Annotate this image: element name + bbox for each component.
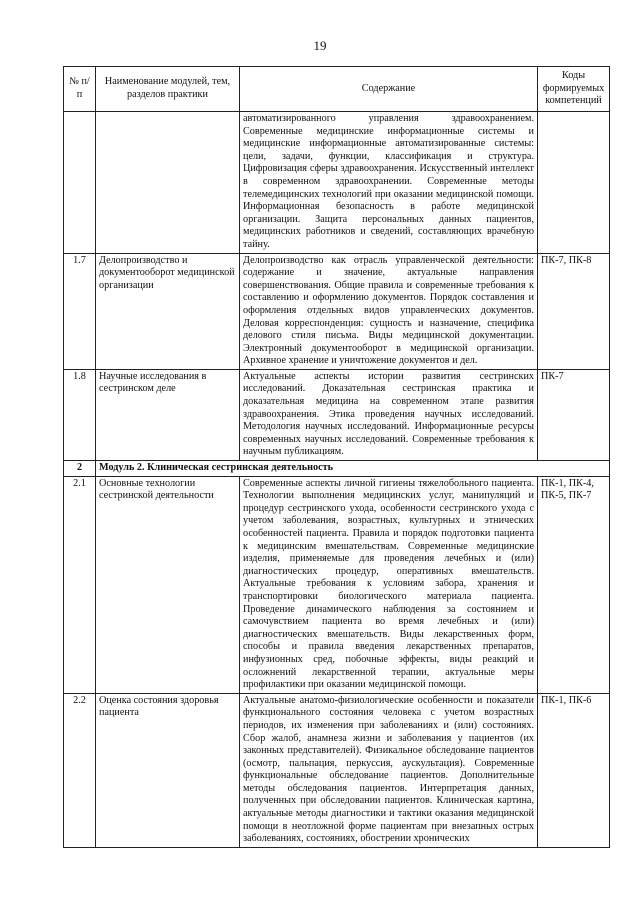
row-name: Научные исследования в сестринском деле (96, 369, 240, 460)
table-row (64, 253, 610, 369)
row-name: Основные технологии сестринской деятельности (96, 476, 240, 693)
module-num: 2 (64, 461, 96, 477)
row-name (96, 112, 240, 254)
table-header-row (64, 67, 610, 112)
row-codes (538, 112, 610, 254)
row-content: Актуальные аспекты истории развития сестринских исследований. Доказательная сестринская практика и доказательная медицина на современном этапе развития здравоохранения. Этика проведения научных исследований. Методология научных исследований. Информационные ресурсы современных научных исследований. Современные требования к научным публикациям. (240, 369, 538, 460)
header-content: Содержание (240, 67, 538, 112)
row-codes: ПК-1, ПК-6 (538, 693, 610, 847)
header-name: Наименование модулей, тем, разделов практики (96, 67, 240, 112)
curriculum-table (63, 66, 610, 848)
row-num: 1.7 (64, 253, 96, 369)
row-name: Оценка состояния здоровья пациента (96, 693, 240, 847)
row-num: 2.1 (64, 476, 96, 693)
row-codes: ПК-7 (538, 369, 610, 460)
row-content: автоматизированного управления здравоохранением. Современные медицинские информационные системы и медицинские информационные автоматизированные системы: цели, задачи, функции, классификация и структура. Цифровизация сферы здравоохранения. Искусственный интеллект в современном здравоохранении. Современные методы телемедицинских технологий при оказании медицинской помощи. Информационная безопасность в работе медицинской организации. Защита персональных данных пациентов, медицинских работников и сведений, составляющих врачебную тайну. (240, 112, 538, 254)
row-codes: ПК-1, ПК-4, ПК-5, ПК-7 (538, 476, 610, 693)
table-row (64, 112, 610, 254)
row-num (64, 112, 96, 254)
header-num: № п/п (64, 67, 96, 112)
header-codes: Коды формируемых компетенций (538, 67, 610, 112)
table-row (64, 369, 610, 460)
row-num: 2.2 (64, 693, 96, 847)
table-row (64, 693, 610, 847)
module-row (64, 461, 610, 477)
row-content: Актуальные анатомо-физиологические особенности и показатели функционального состояния человека с учетом возрастных периодов, их изменения при заболеваниях и (или) состояниях. Сбор жалоб, анамнеза жизни и заболевания у пациентов (их законных представителей). Физикальное обследование пациентов (осмотр, пальпация, перкуссия, аускультация). Современные функциональные обследование пациентов. Дополнительные методы обследования пациентов. Интерпретация данных, полученных при обследовании пациентов. Клиническая картина, актуальные методы диагностики и тактики оказания медицинской помощи в неотложной форме пациентам при внезапных острых заболеваниях, состояниях, обострении хронических (240, 693, 538, 847)
row-name: Делопроизводство и документооборот медицинской организации (96, 253, 240, 369)
row-content: Современные аспекты личной гигиены тяжелобольного пациента. Технологии выполнения медицинских услуг, манипуляций и процедур сестринского ухода, особенности сестринского ухода с учетом заболевания, возрастных, культурных и этнических особенностей пациента. Правила и порядок подготовки пациента к медицинским вмешательствам. Современные медицинские изделия, применяемые для проведения лечебных и (или) диагностических процедур, оперативных вмешательств. Актуальные требования к условиям забора, хранения и транспортировки биологического материала пациента. Проведение динамического наблюдения за состоянием и самочувствием пациента во время лечебных и (или) диагностических вмешательств. Виды лекарственных форм, способы и правила введения лекарственных препаратов, инфузионных сред, побочные эффекты, виды реакций и осложнений лекарственной терапии, актуальные меры профилактики при оказании медицинской помощи. (240, 476, 538, 693)
table-row (64, 476, 610, 693)
row-num: 1.8 (64, 369, 96, 460)
row-codes: ПК-7, ПК-8 (538, 253, 610, 369)
row-content: Делопроизводство как отрасль управленческой деятельности: содержание и значение, актуальные направления совершенствования. Общие правила и современные требования к составлению и оформлению документов. Порядок составления и оформления отдельных видов управленческих документов. Деловая корреспонденция: сущность и назначение, специфика делового стиля письма. Виды медицинской документации. Электронный документооборот в медицинской организации. Архивное хранение и уничтожение документов и дел. (240, 253, 538, 369)
module-title: Модуль 2. Клиническая сестринская деятельность (96, 461, 610, 477)
page-number: 19 (313, 38, 327, 53)
